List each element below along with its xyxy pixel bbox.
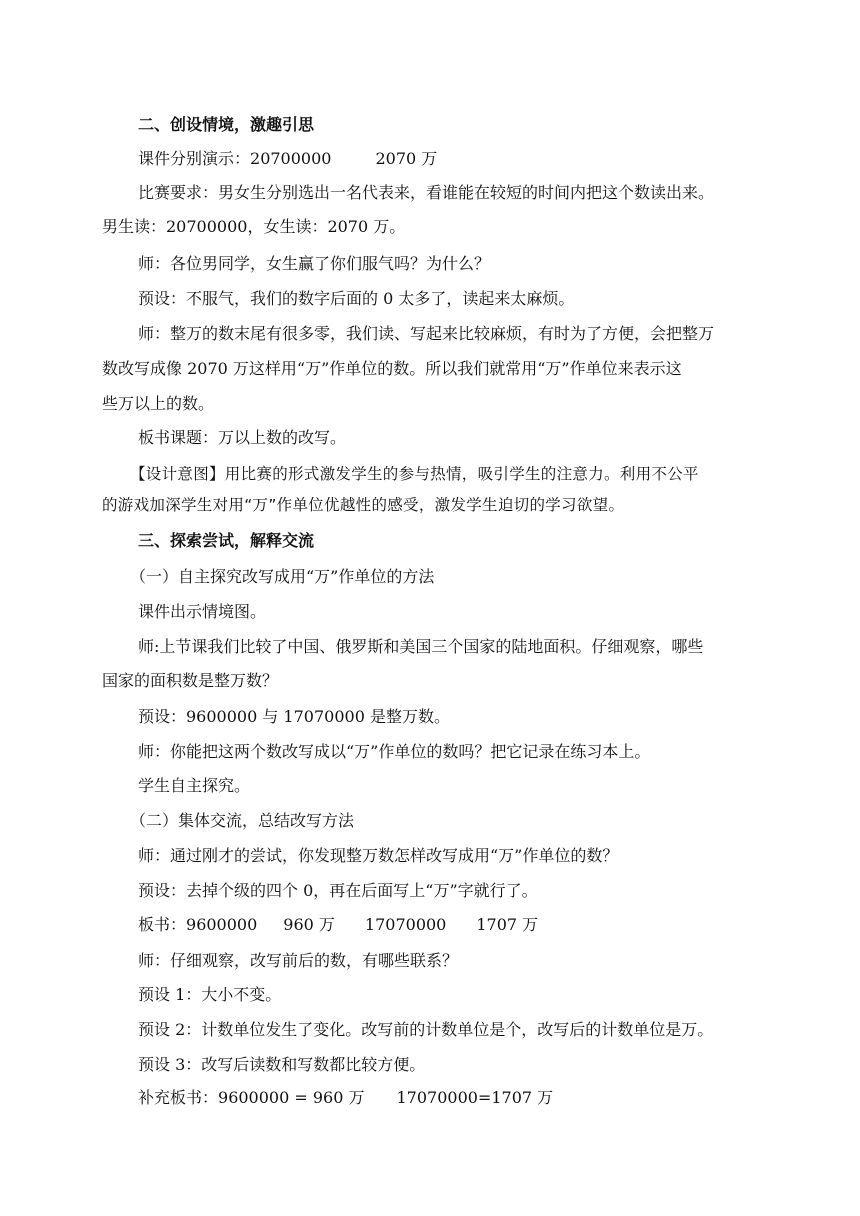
- board-number-4: 1707 万: [476, 915, 539, 934]
- courseware-line: 课件出示情境图。: [138, 602, 267, 621]
- supplement-label: 补充板书：: [138, 1088, 219, 1107]
- design-intent-line-a: 【设计意图】用比赛的形式激发学生的参与热情，吸引学生的注意力。利用不公平: [130, 465, 699, 483]
- teacher-line-5: 师：通过刚才的尝试，你发现整万数怎样改写成用“万”作单位的数？: [138, 846, 619, 865]
- supplement-board-line: [138, 1087, 553, 1109]
- teacher-line-1: 师：各位男同学，女生赢了你们服气吗？为什么？: [138, 254, 491, 273]
- rule-line-1: 比赛要求：男女生分别选出一名代表来，看谁能在较短的时间内把这个数读出来。: [138, 183, 715, 202]
- teacher-line-3b: 国家的面积数是整万数？: [102, 671, 279, 690]
- teacher-line-2b: 数改写成像 2070 万这样用“万”作单位的数。所以我们就常用“万”作单位来表示这: [102, 359, 682, 378]
- board-title-line: 板书课题：万以上数的改写。: [138, 428, 347, 447]
- teacher-line-2c: 些万以上的数。: [102, 394, 215, 413]
- teacher-line-4: 师：你能把这两个数改写成以“万”作单位的数吗？把它记录在练习本上。: [138, 742, 651, 761]
- subsection-two-title: （二）集体交流，总结改写方法: [130, 811, 355, 830]
- supplement-equation-2: 17070000=1707 万: [396, 1088, 554, 1107]
- board-writing-line: [138, 914, 538, 936]
- preset-line-6: 预设 3：改写后读数和写数都比较方便。: [138, 1055, 426, 1074]
- demo-number-2: 2070 万: [375, 149, 438, 168]
- section-three-title: 三、探索尝试，解释交流: [138, 531, 315, 550]
- board-number-2: 960 万: [283, 915, 335, 934]
- board-number-3: 17070000: [364, 915, 447, 934]
- demo-number-1: 20700000: [250, 149, 332, 168]
- rule-line-2: 男生读：20700000，女生读：2070 万。: [102, 217, 406, 236]
- board-label: 板书：: [138, 915, 187, 934]
- teacher-line-3a: 师:上节课我们比较了中国、俄罗斯和美国三个国家的陆地面积。仔细观察，哪些: [138, 637, 704, 656]
- board-number-1: 9600000: [186, 915, 258, 934]
- preset-line-5: 预设 2：计数单位发生了变化。改写前的计数单位是个，改写后的计数单位是万。: [138, 1020, 714, 1039]
- preset-line-3: 预设：去掉个级的四个 0，再在后面写上“万”字就行了。: [138, 881, 538, 900]
- preset-line-4: 预设 1：大小不变。: [138, 985, 282, 1004]
- preset-line-2: 预设：9600000 与 17070000 是整万数。: [138, 707, 450, 726]
- demo-label: 课件分别演示：: [138, 149, 251, 168]
- supplement-equation-1: 9600000 = 960 万: [218, 1088, 365, 1107]
- demo-line: [138, 148, 437, 170]
- teacher-line-2a: 师：整万的数末尾有很多零，我们读、写起来比较麻烦，有时为了方便，会把整万: [138, 324, 715, 343]
- teacher-line-6: 师：仔细观察，改写前后的数，有哪些联系？: [138, 951, 459, 970]
- student-line: 学生自主探究。: [138, 776, 251, 795]
- subsection-one-title: （一）自主探究改写成用“万”作单位的方法: [130, 567, 435, 586]
- section-two-title: 二、创设情境，激趣引思: [138, 115, 315, 134]
- preset-line-1: 预设：不服气，我们的数字后面的 0 太多了，读起来太麻烦。: [138, 289, 575, 308]
- design-intent-line-b: 的游戏加深学生对用“万”作单位优越性的感受，激发学生迫切的学习欲望。: [102, 496, 625, 514]
